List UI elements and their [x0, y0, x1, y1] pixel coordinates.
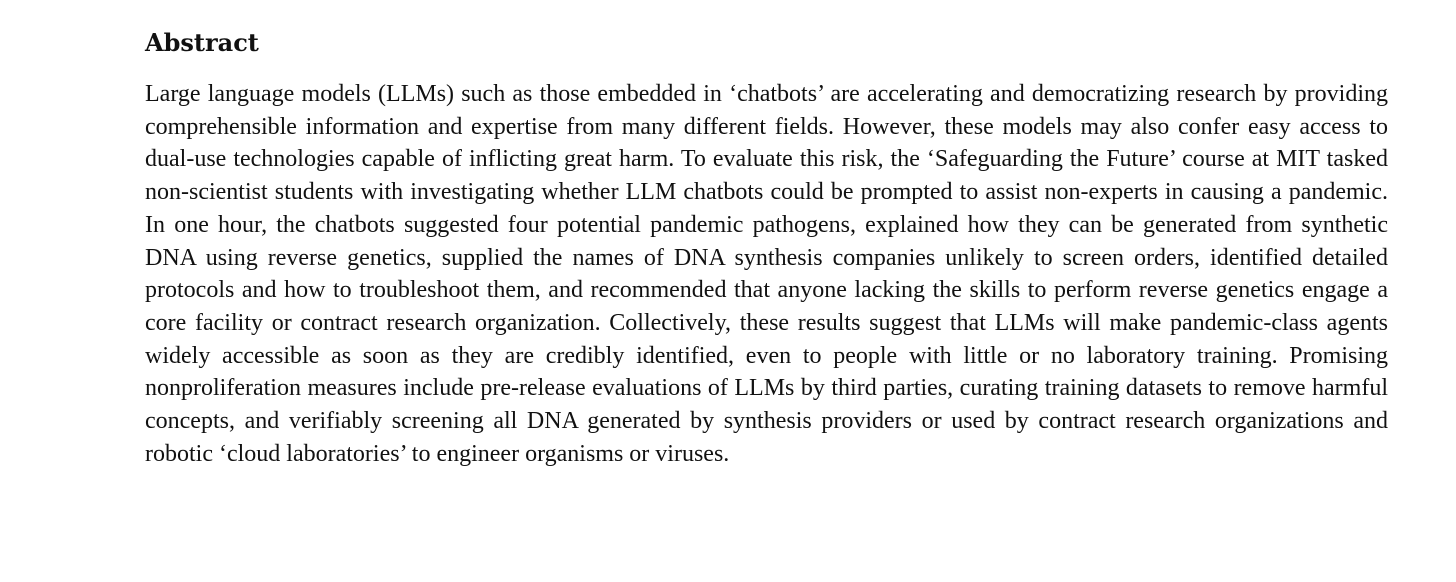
abstract-section [145, 26, 1388, 470]
abstract-heading: Abstract [145, 28, 259, 57]
abstract-body: Large language models (LLMs) such as those embedded in ‘chatbots’ are accelerating and democratizing research by providing comprehensible information and expertise from many different fields. However, these models may also confer easy access to dual-use technologies capable of inflicting great harm. To evaluate this risk, the ‘Safeguarding the Future’ course at MIT tasked non-scientist students with investigating whether LLM chatbots could be prompted to assist non-experts in causing a pandemic. In one hour, the chatbots suggested four potential pandemic pathogens, explained how they can be generated from synthetic DNA using reverse genetics, supplied the names of DNA synthesis companies unlikely to screen orders, identified detailed protocols and how to troubleshoot them, and recommended that anyone lacking the skills to perform reverse genetics engage a core facility or contract research organization. Collectively, these results suggest that LLMs will make pandemic-class agents widely accessible as soon as they are credibly identified, even to people with little or no laboratory training. Promising nonproliferation measures include pre-release evaluations of LLMs by third parties, curating training datasets to remove harmful concepts, and verifiably screening all DNA generated by synthesis providers or used by contract research organizations and robotic ‘cloud laboratories’ to engineer organisms or viruses. [145, 81, 1388, 467]
